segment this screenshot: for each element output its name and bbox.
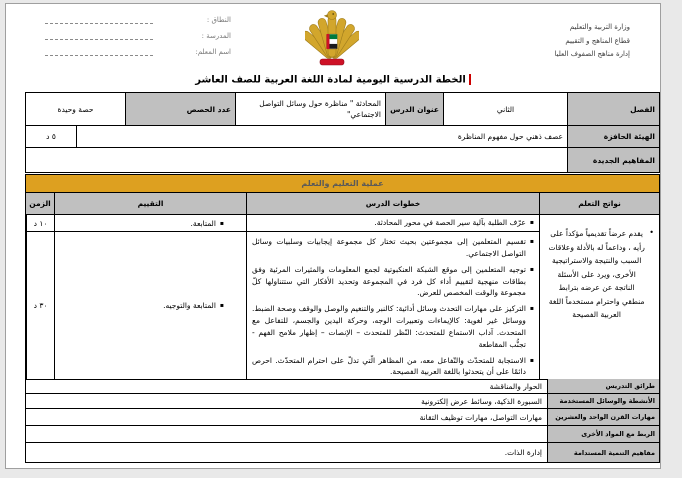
warmup-value-cell: عصف ذهني حول مفهوم المناظرة [76, 126, 567, 147]
step-item [252, 264, 534, 300]
scope-label: النطاق : [206, 16, 231, 24]
document-title [6, 74, 660, 86]
footer-row-sustainability [25, 443, 660, 463]
footer-table [25, 379, 660, 463]
teacher-name-blank-line[interactable] [45, 48, 153, 56]
scope-blank-line[interactable] [45, 16, 153, 24]
bullet-icon: ▪ [529, 238, 534, 245]
teaching-methods-label: طرائق التدريس [547, 379, 659, 393]
sustainability-value: إدارة الذات. [504, 448, 542, 457]
step-item [252, 303, 534, 350]
field-school [45, 30, 231, 42]
lesson-info-table [25, 92, 660, 173]
semester-value-cell: الثاني [443, 93, 567, 125]
footer-row-subject-links [25, 426, 660, 443]
footer-row-21st-century-skills [25, 409, 660, 426]
time-row-2: ٣٠ د [26, 231, 54, 379]
info-row-1 [26, 93, 659, 125]
steps-header-cell: خطوات الدرس [246, 193, 539, 214]
activities-label: الأنشطة والوسائل المستخدمة [547, 394, 659, 408]
time-row-1: ١٠ د [26, 214, 54, 231]
assessment-row-1 [54, 214, 246, 231]
teaching-process-band: عملية التعليم والتعلم [25, 174, 660, 193]
outcome-item [547, 227, 654, 322]
field-scope [45, 14, 231, 26]
bullet-icon: • [649, 228, 654, 237]
outcome-text: يقدم عرضاً تقديمياً مؤكداً على رأيه ، وداعماً له بالأدلة وعلاقات السبب والنتيجة والاستراتيجية الأخرى، ويرد على الأسئلة الناتجة عن عرضه بترابط منطقي واحترام مستخدماً اللغة العربية الفصيحة [548, 229, 645, 319]
outcomes-header-cell: نواتج التعلم [539, 193, 659, 214]
assessment-text: المتابعة. [190, 218, 216, 228]
step-text: التركيز على مهارات التحدث وسائل أدائية: كالنبر والتنغيم والوصل والوقف وصحة الضبط. ووسائل غير لغوية: كالإيماءات وتعبيرات الوجه، وحركة اليدين والجسم، للتفاعل مع المتحدث. آداب الاستماع للمتحدث: النّظر للمتحدث – الإنصات – إظهار ملامح الفهم - تجنُّب المقاطعة [252, 304, 526, 349]
bullet-icon: ▪ [529, 356, 534, 364]
bullet-icon: ▪ [219, 302, 224, 309]
field-teacher-name [45, 46, 231, 58]
skills-value: مهارات التواصل، مهارات توظيف التقانة [419, 412, 542, 422]
warmup-label-cell: الهيئة الحافزة [567, 126, 659, 147]
new-concepts-label-cell: المفاهيم الجديدة [567, 148, 659, 172]
activities-value: السبورة الذكية، وسائط عرض إلكترونية [421, 396, 542, 406]
text-cursor-mark [469, 74, 471, 85]
bullet-icon: ▪ [529, 305, 534, 313]
teaching-methods-value: الحوار والمناقشة [489, 381, 542, 391]
ministry-line-3: إدارة مناهج الصفوف العليا [554, 50, 630, 58]
bullet-icon: ▪ [529, 265, 534, 273]
assessment-row-2 [54, 231, 246, 379]
uae-falcon-emblem-icon [305, 7, 359, 67]
subject-links-label: الربط مع المواد الأخرى [547, 426, 659, 442]
bullet-icon: ▪ [529, 219, 534, 227]
info-row-3 [26, 147, 659, 172]
semester-label-cell: الفصل [567, 93, 659, 125]
step-item [252, 217, 534, 229]
learning-outcomes-cell [539, 214, 659, 379]
time-header-cell: الزمن [26, 193, 54, 214]
assessment-header-cell: التقييم [54, 193, 246, 214]
step-text: الاستجابة للمتحدّث والتّفاعل معه، من المظاهر الّتي تدلّ على احترام المتحدّث. احرص دائمًا على أن يتحدثوا باللغة العربية الفصيحة. [252, 355, 526, 377]
lesson-step-row-1 [246, 214, 539, 231]
school-label: المدرسة : [201, 32, 231, 40]
bullet-icon: ▪ [219, 219, 224, 227]
ministry-line-2: قطاع المناهج و التقييم [565, 36, 630, 45]
ministry-line-1: وزارة التربية والتعليم [569, 23, 630, 31]
step-item [252, 236, 534, 260]
step-text: عرّف الطلبة بآلية سير الحصة في محور المحادثة. [374, 218, 526, 228]
skills-label: مهارات القرن الواحد والعشرين [547, 409, 659, 425]
lesson-title-value-cell: المحادثة " مناظرة حول وسائل التواصل الاجتماعي" [235, 93, 385, 125]
step-text: تقسيم المتعلمين إلى مجموعتين بحيث تختار كل مجموعة إيجابيات وسلبيات وسائل التواصل الاجتماعي. [252, 237, 526, 258]
ministry-header [554, 21, 630, 62]
header-fill-fields [45, 14, 231, 62]
new-concepts-value-cell[interactable] [26, 148, 567, 172]
sustainability-label: مفاهيم التنمية المستدامة [547, 443, 659, 462]
lesson-title-label-cell: عنوان الدرس [385, 93, 443, 125]
step-item [252, 355, 534, 379]
document-title-text: الخطة الدرسية اليومية لمادة اللغة العربية للصف العاشر [195, 74, 466, 86]
assessment-text: المتابعة والتوجيه. [163, 301, 216, 310]
footer-row-teaching-methods [25, 379, 660, 394]
periods-label-cell: عدد الحصص [125, 93, 235, 125]
teaching-process-table [25, 192, 660, 380]
warmup-time-cell: ٥ د [46, 132, 56, 141]
periods-value-cell: حصة وحيدة [57, 104, 94, 114]
teacher-name-label: اسم المعلم: [195, 48, 231, 56]
subject-links-value[interactable] [26, 426, 547, 442]
document-page [5, 3, 661, 469]
info-row-2 [26, 125, 659, 147]
lesson-steps-row-2 [246, 231, 539, 379]
school-blank-line[interactable] [45, 32, 153, 40]
step-text: توجيه المتعلمين إلى موقع الشبكة العنكبوتية لجمع المعلومات والمثيرات المرئية وفق بطاقات منهجية لتقييم أداء كل فرد في المجموعة وتحديد الأفكار التي ستتناولها كلّ مجموعة والوقت المخصص للعرض. [252, 264, 526, 298]
footer-row-activities [25, 394, 660, 409]
